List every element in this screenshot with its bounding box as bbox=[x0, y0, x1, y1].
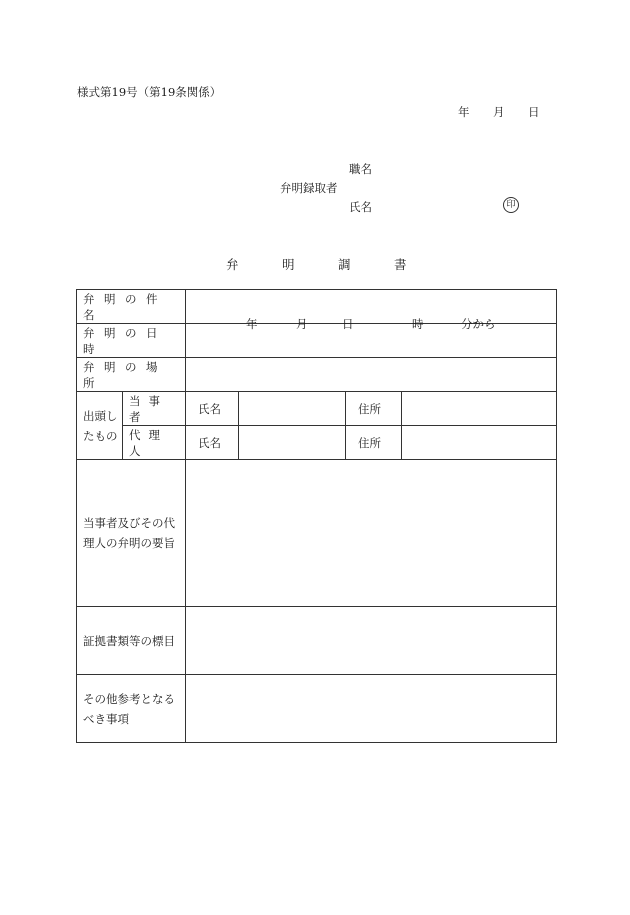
evidence-field[interactable] bbox=[186, 607, 557, 675]
agent-address-field[interactable] bbox=[402, 426, 557, 460]
row-party bbox=[77, 392, 557, 426]
datetime-field[interactable] bbox=[186, 317, 557, 358]
recorder-position-label: 職名 bbox=[349, 162, 372, 176]
other-field[interactable] bbox=[186, 675, 557, 743]
agent-address-label: 住所 bbox=[346, 426, 402, 460]
datetime-hour: 時 bbox=[412, 317, 424, 331]
party-address-field[interactable] bbox=[402, 392, 557, 426]
evidence-label: 証拠書類等の標目 bbox=[77, 607, 186, 675]
agent-name-field[interactable] bbox=[239, 426, 346, 460]
place-label: 弁明の場所 bbox=[77, 358, 186, 392]
place-field[interactable] bbox=[186, 358, 557, 392]
row-summary bbox=[77, 460, 557, 607]
date-year-label: 年 bbox=[458, 105, 470, 119]
datetime-minute-from: 分から bbox=[461, 317, 496, 331]
party-label: 当事者 bbox=[123, 392, 186, 426]
agent-label: 代理人 bbox=[123, 426, 186, 460]
party-address-label: 住所 bbox=[346, 392, 402, 426]
party-name-label: 氏名 bbox=[186, 392, 239, 426]
row-place bbox=[77, 358, 557, 392]
datetime-label: 弁明の日時 bbox=[77, 324, 186, 358]
title-char: 弁 bbox=[226, 257, 239, 272]
attendees-label: 出頭したもの bbox=[77, 392, 123, 460]
title-char: 書 bbox=[394, 257, 407, 272]
seal-mark: 印 bbox=[503, 197, 519, 213]
date-month-label: 月 bbox=[493, 105, 505, 119]
row-agent bbox=[77, 426, 557, 460]
row-evidence bbox=[77, 607, 557, 675]
summary-field[interactable] bbox=[186, 460, 557, 607]
row-other bbox=[77, 675, 557, 743]
form-number: 様式第19号（第19条関係） bbox=[77, 85, 222, 99]
document-title bbox=[226, 255, 407, 273]
datetime-year: 年 bbox=[246, 317, 258, 331]
summary-label: 当事者及びその代理人の弁明の要旨 bbox=[77, 460, 186, 607]
subject-label: 弁明の件名 bbox=[77, 290, 186, 324]
other-label: その他参考となるべき事項 bbox=[77, 675, 186, 743]
row-datetime bbox=[77, 324, 557, 358]
title-char: 調 bbox=[338, 257, 351, 272]
date-day-label: 日 bbox=[528, 105, 540, 119]
subject-field[interactable] bbox=[186, 290, 557, 324]
recorder-name-label: 氏名 bbox=[349, 200, 372, 214]
party-name-field[interactable] bbox=[239, 392, 346, 426]
datetime-day: 日 bbox=[342, 317, 354, 331]
agent-name-label: 氏名 bbox=[186, 426, 239, 460]
datetime-month: 月 bbox=[296, 317, 308, 331]
recorder-role-label: 弁明録取者 bbox=[280, 181, 338, 195]
title-char: 明 bbox=[282, 257, 295, 272]
hearing-record-table bbox=[76, 289, 557, 743]
